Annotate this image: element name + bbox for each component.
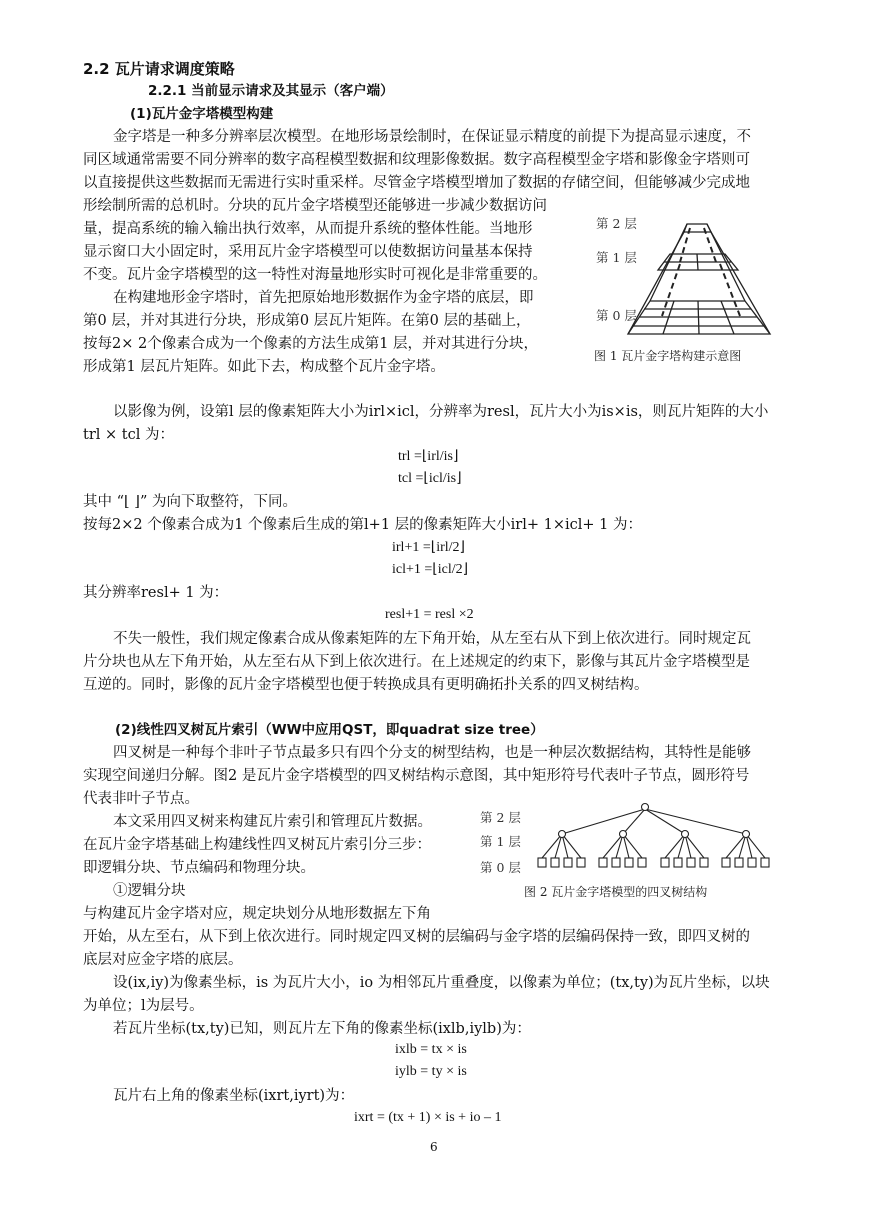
equation: icl+1 =⌊icl/2⌋ xyxy=(392,562,469,577)
subsubsection-title: (2)线性四叉树瓦片索引（WW中应用QST，即quadrat size tree） xyxy=(115,722,544,738)
paragraph-line: 其中 “⌊ ⌋” 为向下取整符，下同。 xyxy=(83,494,297,510)
paragraph-line: 片分块也从左下角开始，从左至右从下到上依次进行。在上述规定的约束下，影像与其瓦片金字塔模型是 xyxy=(83,654,750,670)
paragraph-line: 同区域通常需要不同分辨率的数字高程模型数据和纹理影像数据。数字高程模型金字塔和影像金字塔则可 xyxy=(83,152,750,168)
paragraph-line: 与构建瓦片金字塔对应，规定块划分从地形数据左下角 xyxy=(83,906,431,922)
figure2-label-layer2: 第 2 层 xyxy=(480,810,521,825)
paragraph-line: 在构建地形金字塔时，首先把原始地形数据作为金字塔的底层，即 xyxy=(113,290,534,306)
paragraph-line: 形成第1 层瓦片矩阵。如此下去，构成整个瓦片金字塔。 xyxy=(83,359,445,375)
paragraph-line: 第0 层，并对其进行分块，形成第0 层瓦片矩阵。在第0 层的基础上， xyxy=(83,313,531,329)
quadtree-figure xyxy=(480,800,790,900)
paragraph-line: 在瓦片金字塔基础上构建线性四叉树瓦片索引分三步： xyxy=(83,837,431,853)
paragraph-line: 量，提高系统的输入输出执行效率，从而提升系统的整体性能。当地形 xyxy=(83,221,533,237)
paragraph-line: 其分辨率resl+ 1 为： xyxy=(83,585,229,601)
paragraph-line: 显示窗口大小固定时，采用瓦片金字塔模型可以使数据访问量基本保持 xyxy=(83,244,533,260)
paragraph-line: 代表非叶子节点。 xyxy=(83,791,199,807)
pyramid-diagram xyxy=(590,206,790,341)
figure1-caption: 图 1 瓦片金字塔构建示意图 xyxy=(594,349,742,363)
equation: ixlb = tx × is xyxy=(395,1042,467,1057)
paragraph-line: 不失一般性，我们规定像素合成从像素矩阵的左下角开始，从左至右从下到上依次进行。同时规定瓦 xyxy=(113,631,751,647)
figure1-label-layer1: 第 1 层 xyxy=(596,250,637,265)
paragraph-line: 若瓦片坐标(tx,ty)已知，则瓦片左下角的像素坐标(ixlb,iylb)为： xyxy=(113,1021,531,1037)
figure2-label-layer1: 第 1 层 xyxy=(480,834,521,849)
paragraph-line: 按每2× 2个像素合成为一个像素的方法生成第1 层，并对其进行分块， xyxy=(83,336,539,352)
step-label: ①逻辑分块 xyxy=(113,883,186,899)
equation: resl+1 = resl ×2 xyxy=(385,607,474,622)
paragraph-line: 开始，从左至右，从下到上依次进行。同时规定四叉树的层编码与金字塔的层编码保持一致，即四叉树的 xyxy=(83,929,750,945)
paragraph-line: 底层对应金字塔的底层。 xyxy=(83,952,243,968)
figure1-label-layer0: 第 0 层 xyxy=(596,308,637,323)
equation: iylb = ty × is xyxy=(395,1064,467,1079)
paragraph-line: 互逆的。同时，影像的瓦片金字塔模型也便于转换成具有更明确拓扑关系的四叉树结构。 xyxy=(83,677,649,693)
paragraph-line: 实现空间递归分解。图2 是瓦片金字塔模型的四叉树结构示意图，其中矩形符号代表叶子节点，圆形符号 xyxy=(83,768,750,784)
subsection-title: 2.2.1 当前显示请求及其显示（客户端） xyxy=(148,83,394,99)
paragraph-line: 四叉树是一种每个非叶子节点最多只有四个分支的树型结构，也是一种层次数据结构，其特性是能够 xyxy=(113,745,751,761)
paragraph-line: 以直接提供这些数据而无需进行实时重采样。尽管金字塔模型增加了数据的存储空间，但能够减少完成地 xyxy=(83,175,750,191)
paragraph-line: trl × tcl 为： xyxy=(83,427,174,443)
quadtree-diagram xyxy=(480,800,790,880)
paragraph-line: 瓦片右上角的像素坐标(ixrt,iyrt)为： xyxy=(113,1088,355,1104)
paragraph-line: 以影像为例，设第l 层的像素矩阵大小为irl×icl，分辨率为resl，瓦片大小为is×is，则瓦片矩阵的大小 xyxy=(113,404,769,420)
equation: irl+1 =⌊irl/2⌋ xyxy=(392,540,465,555)
paragraph-line: 本文采用四叉树来构建瓦片索引和管理瓦片数据。 xyxy=(113,814,432,830)
subsubsection-title: (1)瓦片金字塔模型构建 xyxy=(130,106,274,122)
figure1-label-layer2: 第 2 层 xyxy=(596,216,637,231)
section-title: 2.2 瓦片请求调度策略 xyxy=(83,60,235,78)
equation: ixrt = (tx + 1) × is + io – 1 xyxy=(354,1110,502,1125)
paragraph-line: 为单位；l为层号。 xyxy=(83,998,204,1014)
paragraph-line: 不变。瓦片金字塔模型的这一特性对海量地形实时可视化是非常重要的。 xyxy=(83,267,547,283)
paragraph-line: 金字塔是一种多分辨率层次模型。在地形场景绘制时，在保证显示精度的前提下为提高显示速度，不 xyxy=(113,129,751,145)
equation: trl =⌊irl/is⌋ xyxy=(398,449,459,464)
page-number: 6 xyxy=(430,1140,438,1154)
paragraph-line: 设(ix,iy)为像素坐标，is 为瓦片大小，io 为相邻瓦片重叠度，以像素为单位；(tx,ty)为瓦片坐标，以块 xyxy=(113,975,770,991)
paragraph-line: 形绘制所需的总机时。分块的瓦片金字塔模型还能够进一步减少数据访问 xyxy=(83,198,547,214)
pyramid-figure xyxy=(590,206,790,366)
paragraph-line: 按每2×2 个像素合成为1 个像素后生成的第l+1 层的像素矩阵大小irl+ 1×icl+ 1 为： xyxy=(83,517,642,533)
paragraph-line: 即逻辑分块、节点编码和物理分块。 xyxy=(83,860,315,876)
figure2-label-layer0: 第 0 层 xyxy=(480,860,521,875)
equation: tcl =⌊icl/is⌋ xyxy=(398,471,462,486)
figure2-caption: 图 2 瓦片金字塔模型的四叉树结构 xyxy=(524,885,708,899)
